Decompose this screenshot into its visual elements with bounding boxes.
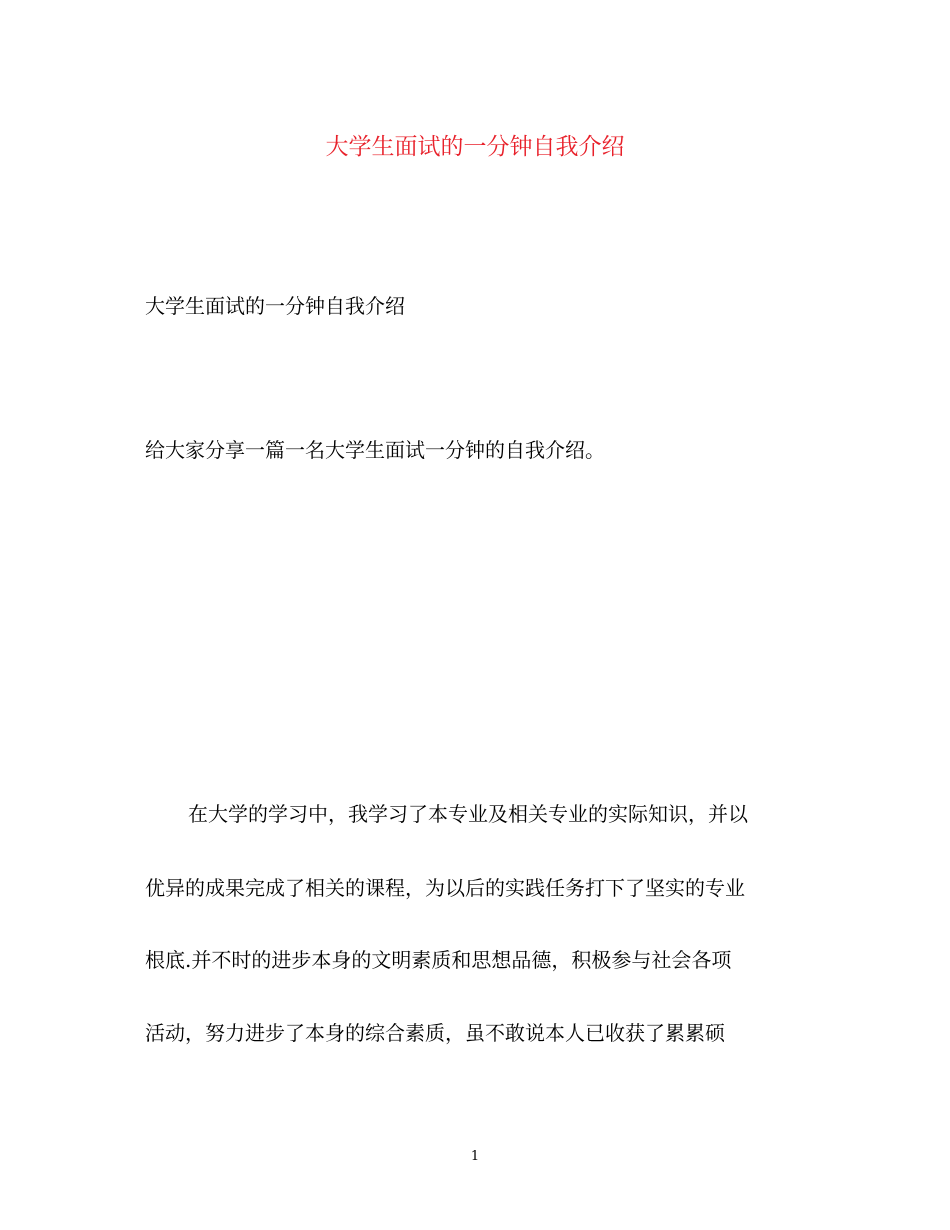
body-line: 根底.并不时的进步本身的文明素质和思想品德，积极参与社会各项 (145, 948, 732, 972)
document-title: 大学生面试的一分钟自我介绍 (325, 134, 625, 160)
body-line: 优异的成果完成了相关的课程，为以后的实践任务打下了坚实的专业 (145, 876, 745, 900)
body-line: 活动，努力进步了本身的综合素质，虽不敢说本人已收获了累累硕 (145, 1021, 725, 1045)
page-number: 1 (470, 1149, 480, 1164)
subtitle-paragraph: 大学生面试的一分钟自我介绍 (145, 294, 405, 318)
body-line: 在大学的学习中，我学习了本专业及相关专业的实际知识，并以 (188, 802, 748, 826)
intro-paragraph: 给大家分享一篇一名大学生面试一分钟的自我介绍。 (145, 438, 605, 462)
